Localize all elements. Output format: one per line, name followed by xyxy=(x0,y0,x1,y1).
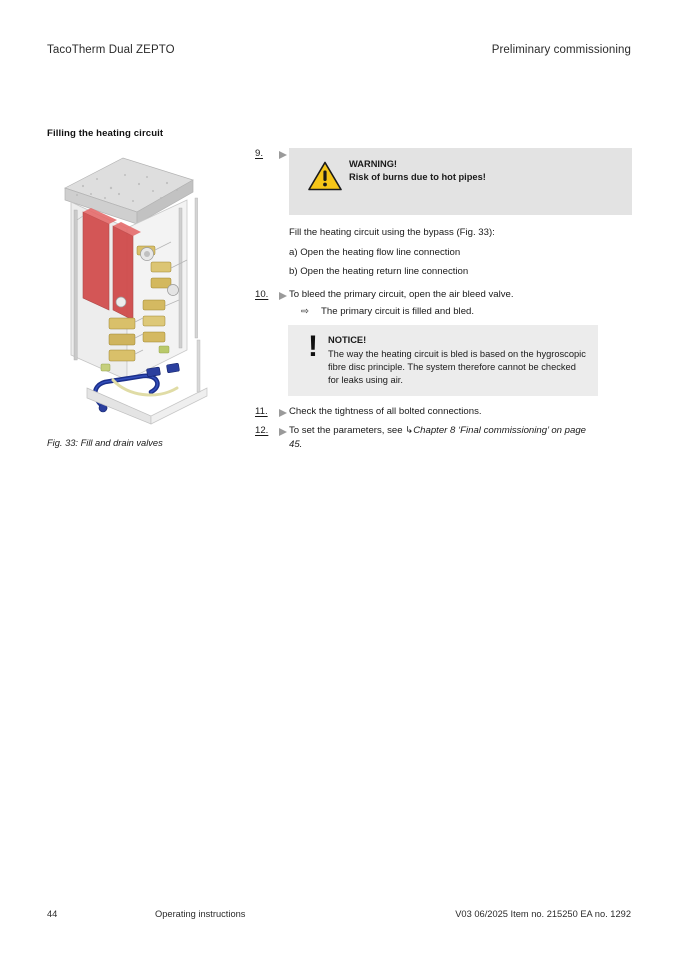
warning-triangle-icon xyxy=(301,158,349,191)
result-arrow-icon: ⇨ xyxy=(301,306,310,318)
step-10 xyxy=(255,288,600,319)
step-11-text: Check the tightness of all bolted connections. xyxy=(289,406,482,418)
step-9-number: 9. xyxy=(255,148,264,159)
step-12-number: 12. xyxy=(255,424,269,436)
cross-reference-link[interactable]: Chapter 8 ‘Final commissioning’ on page 45. xyxy=(289,424,586,450)
notice-title: NOTICE! xyxy=(328,335,367,346)
notice-text xyxy=(328,334,586,386)
step-9-option-b: b) Open the heating return line connection xyxy=(289,266,469,278)
step-12 xyxy=(255,424,600,451)
step-10-result-text: The primary circuit is filled and bled. xyxy=(321,306,475,318)
notice-body: The way the heating circuit is bled is based on the hygroscopic fibre disc principle. The system therefore cannot be checked for leaks using air. xyxy=(328,348,586,385)
header-product-title: TacoTherm Dual ZEPTO xyxy=(47,44,175,56)
section-title: Filling the heating circuit xyxy=(47,128,164,139)
instruction-content xyxy=(255,147,600,452)
notice-box xyxy=(288,325,598,396)
page-footer xyxy=(47,909,631,923)
warning-title: WARNING! xyxy=(349,159,398,169)
step-10-number: 10. xyxy=(255,288,269,300)
warning-subtitle: Risk of burns due to hot pipes! xyxy=(349,171,486,182)
page-number: 44 xyxy=(47,909,58,919)
step-11 xyxy=(255,405,600,419)
page-header xyxy=(47,44,631,62)
step-11-number: 11. xyxy=(255,406,268,418)
step-10-body xyxy=(289,288,600,319)
footer-document-type: Operating instructions xyxy=(155,909,246,919)
figure-image xyxy=(47,150,237,428)
step-10-result xyxy=(301,305,600,319)
step-10-arrow-icon xyxy=(279,288,289,300)
footer-version-info: V03 06/2025 Item no. 215250 EA no. 1292 xyxy=(455,909,631,919)
exclamation-glyph: ! xyxy=(308,330,318,364)
heating-station-illustration xyxy=(47,150,237,428)
exclamation-icon xyxy=(298,330,328,364)
cross-reference-hook-icon: ↳ xyxy=(405,424,414,436)
step-11-arrow-icon xyxy=(279,405,289,417)
step-9-body xyxy=(289,147,632,279)
step-10-text: To bleed the primary circuit, open the air bleed valve. xyxy=(289,288,514,300)
warning-box xyxy=(289,148,632,215)
step-9-intro: Fill the heating circuit using the bypass (Fig. 33): xyxy=(289,227,495,238)
step-9 xyxy=(255,147,600,279)
step-12-body xyxy=(289,424,600,451)
figure-caption: Fig. 33: Fill and drain valves xyxy=(47,438,163,448)
step-12-text: To set the parameters, see xyxy=(289,424,406,436)
step-9-arrow-icon xyxy=(279,147,289,159)
step-12-arrow-icon xyxy=(279,424,289,436)
header-chapter-title: Preliminary commissioning xyxy=(491,44,631,56)
figure-block xyxy=(47,150,237,450)
step-9-option-a: a) Open the heating flow line connection xyxy=(289,246,461,258)
warning-text xyxy=(349,158,620,184)
